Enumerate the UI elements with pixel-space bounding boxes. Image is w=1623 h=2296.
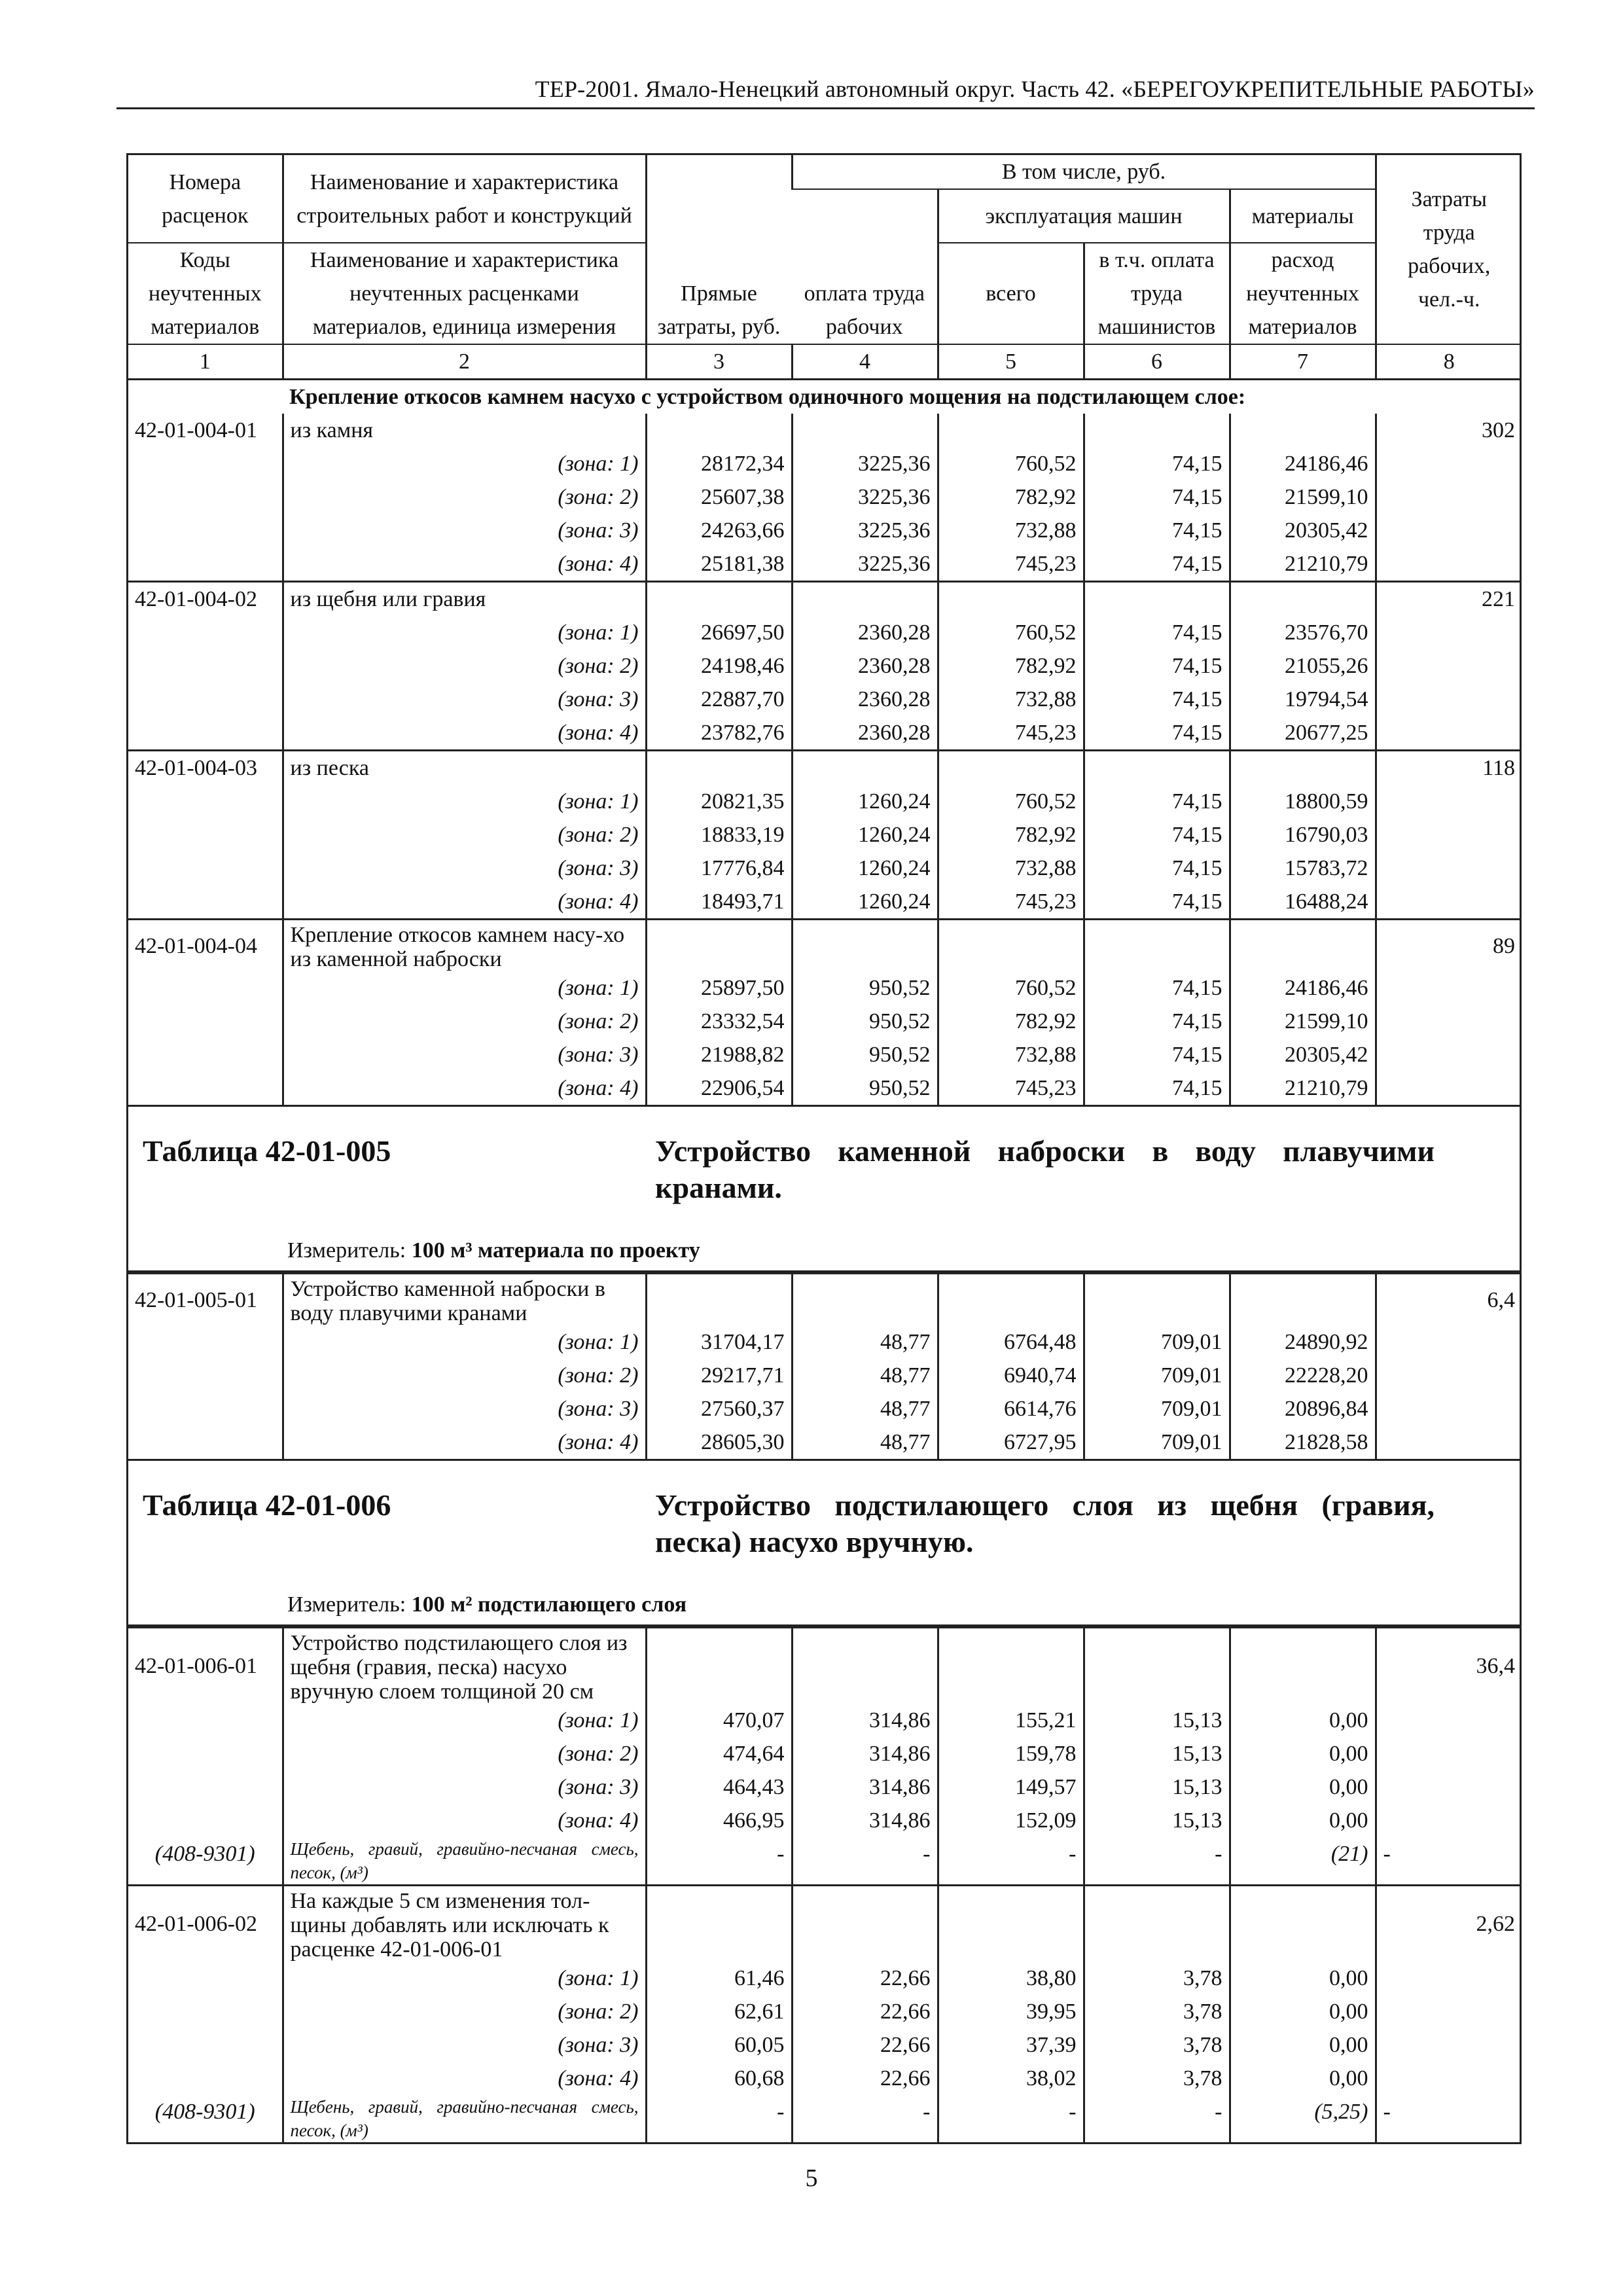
zone-label: (зона: 1) xyxy=(283,616,646,649)
zone-row xyxy=(128,1995,1522,2028)
zone-value: 152,09 xyxy=(938,1804,1084,1837)
zone-value: 3225,36 xyxy=(792,447,938,480)
zone-label: (зона: 1) xyxy=(283,1704,646,1737)
zone-value: 21599,10 xyxy=(1230,480,1376,514)
zone-value: 159,78 xyxy=(938,1737,1084,1770)
rate-code: 42-01-004-03 xyxy=(128,751,283,785)
zone-value: 760,52 xyxy=(938,447,1084,480)
zone-row xyxy=(128,1704,1522,1737)
zone-value: 6940,74 xyxy=(938,1359,1084,1392)
zone-value: 314,86 xyxy=(792,1804,938,1837)
zone-value: 74,15 xyxy=(1084,514,1230,547)
zone-value: 782,92 xyxy=(938,1005,1084,1038)
zone-label: (зона: 2) xyxy=(283,649,646,683)
rate-name: Устройство подстилающего слоя из щебня (гравия, песка) насухо вручную слоем толщиной 20 см xyxy=(283,1628,646,1704)
zone-value: 74,15 xyxy=(1084,547,1230,582)
rates-table xyxy=(128,1626,1522,2142)
zone-value: 74,15 xyxy=(1084,785,1230,818)
zone-value: 745,23 xyxy=(938,716,1084,751)
rate-code: 42-01-006-02 xyxy=(128,1886,283,1962)
rate-name: из камня xyxy=(283,414,646,447)
rate-name: из песка xyxy=(283,751,646,785)
zone-value: 0,00 xyxy=(1230,1704,1376,1737)
zone-label: (зона: 3) xyxy=(283,514,646,547)
col-number: 6 xyxy=(1084,344,1230,380)
zone-label: (зона: 4) xyxy=(283,2062,646,2095)
labor-cost: 6,4 xyxy=(1376,1274,1522,1326)
zone-value: 314,86 xyxy=(792,1737,938,1770)
rate-name: из щебня или гравия xyxy=(283,582,646,617)
zone-value: 22,66 xyxy=(792,1962,938,1995)
rate-row xyxy=(128,751,1522,785)
zone-value: 74,15 xyxy=(1084,818,1230,852)
zone-value: 38,02 xyxy=(938,2062,1084,2095)
zone-row xyxy=(128,852,1522,885)
zone-value: 0,00 xyxy=(1230,1770,1376,1804)
table-title: Устройство каменной наброски в воду плавучими кранами. xyxy=(655,1134,1435,1204)
zone-value: 74,15 xyxy=(1084,1005,1230,1038)
zone-row xyxy=(128,1005,1522,1038)
rate-name: На каждые 5 см изменения тол-щины добавлять или исключать к расценке 42-01-006-01 xyxy=(283,1886,646,1962)
zone-value: 74,15 xyxy=(1084,1071,1230,1105)
zone-value: 732,88 xyxy=(938,1038,1084,1071)
rate-row xyxy=(128,582,1522,617)
zone-label: (зона: 3) xyxy=(283,1770,646,1804)
zone-value: 29217,71 xyxy=(646,1359,792,1392)
material-code: (408-9301) xyxy=(154,1842,255,1866)
zone-value: 27560,37 xyxy=(646,1392,792,1426)
table-title: Устройство подстилающего слоя из щебня (гравия, песка) насухо вручную. xyxy=(655,1488,1435,1558)
zone-value: 15,13 xyxy=(1084,1704,1230,1737)
material-value: - xyxy=(1084,2095,1230,2142)
zone-value: 2360,28 xyxy=(792,616,938,649)
zone-row xyxy=(128,547,1522,582)
rates-table xyxy=(128,414,1522,1105)
zone-value: 15,13 xyxy=(1084,1804,1230,1837)
zone-value: 21828,58 xyxy=(1230,1426,1376,1459)
zone-label: (зона: 2) xyxy=(283,818,646,852)
zone-value: 950,52 xyxy=(792,971,938,1005)
zone-value: 31704,17 xyxy=(646,1325,792,1359)
zone-value: 0,00 xyxy=(1230,1995,1376,2028)
zone-label: (зона: 4) xyxy=(283,716,646,751)
col-number: 7 xyxy=(1230,344,1376,380)
zone-value: 2360,28 xyxy=(792,716,938,751)
zone-value: 1260,24 xyxy=(792,885,938,920)
col-head-machines: эксплуатация машин xyxy=(938,189,1230,243)
zone-value: 16790,03 xyxy=(1230,818,1376,852)
material-value: - xyxy=(1376,1837,1522,1886)
zone-value: 74,15 xyxy=(1084,971,1230,1005)
material-value: - xyxy=(646,2095,792,2142)
labor-cost: 89 xyxy=(1376,920,1522,972)
zone-value: 0,00 xyxy=(1230,2028,1376,2062)
zone-value: 25897,50 xyxy=(646,971,792,1005)
zone-value: 37,39 xyxy=(938,2028,1084,2062)
zone-value: 1260,24 xyxy=(792,852,938,885)
zone-label: (зона: 4) xyxy=(283,885,646,920)
zone-value: 24198,46 xyxy=(646,649,792,683)
zone-value: 2360,28 xyxy=(792,649,938,683)
labor-cost: 2,62 xyxy=(1376,1886,1522,1962)
zone-value: 17776,84 xyxy=(646,852,792,885)
zone-value: 61,46 xyxy=(646,1962,792,1995)
rate-row xyxy=(128,1274,1522,1326)
zone-row xyxy=(128,818,1522,852)
material-value: - xyxy=(1084,1837,1230,1886)
zone-row xyxy=(128,1392,1522,1426)
col-number: 2 xyxy=(283,344,646,380)
zone-value: 0,00 xyxy=(1230,1804,1376,1837)
rate-code: 42-01-004-04 xyxy=(128,920,283,972)
zone-label: (зона: 3) xyxy=(283,1392,646,1426)
zone-value: 20896,84 xyxy=(1230,1392,1376,1426)
col-number: 8 xyxy=(1376,344,1522,380)
zone-row xyxy=(128,1359,1522,1392)
labor-cost: 302 xyxy=(1376,414,1522,447)
zone-value: 20677,25 xyxy=(1230,716,1376,751)
zone-value: 155,21 xyxy=(938,1704,1084,1737)
material-name: Щебень, гравий, гравийно-песчаная смесь, песок, (м³) xyxy=(283,2095,646,2142)
measure-prefix: Измеритель: xyxy=(287,1238,406,1263)
zone-value: 15783,72 xyxy=(1230,852,1376,885)
zone-value: 15,13 xyxy=(1084,1770,1230,1804)
rates-table-header xyxy=(128,155,1522,414)
zone-value: 3,78 xyxy=(1084,1995,1230,2028)
zone-row xyxy=(128,616,1522,649)
zone-value: 3225,36 xyxy=(792,480,938,514)
zone-value: 48,77 xyxy=(792,1392,938,1426)
rates-table xyxy=(128,1272,1522,1459)
zone-value: 3,78 xyxy=(1084,2028,1230,2062)
zone-value: 74,15 xyxy=(1084,1038,1230,1071)
zone-value: 950,52 xyxy=(792,1071,938,1105)
material-value: (5,25) xyxy=(1230,2095,1376,2142)
zone-value: 22,66 xyxy=(792,2028,938,2062)
zone-value: 3,78 xyxy=(1084,1962,1230,1995)
zone-value: 20305,42 xyxy=(1230,1038,1376,1071)
zone-label: (зона: 2) xyxy=(283,480,646,514)
running-header: ТЕР-2001. Ямало-Ненецкий автономный округ. Часть 42. «БЕРЕГОУКРЕПИТЕЛЬНЫЕ РАБОТЫ» xyxy=(116,73,1535,109)
zone-row xyxy=(128,514,1522,547)
zone-label: (зона: 1) xyxy=(283,1325,646,1359)
zone-value: 2360,28 xyxy=(792,683,938,716)
zone-row xyxy=(128,1325,1522,1359)
col-head-work-name: Наименование и характеристика строительных работ и конструкций xyxy=(283,155,646,243)
col-head-material-names: Наименование и характеристика неучтенных расценками материалов, единица измерения xyxy=(283,243,646,344)
rate-row xyxy=(128,1886,1522,1962)
zone-row xyxy=(128,1770,1522,1804)
zone-value: 62,61 xyxy=(646,1995,792,2028)
labor-cost: 36,4 xyxy=(1376,1628,1522,1704)
zone-value: 60,05 xyxy=(646,2028,792,2062)
zone-row xyxy=(128,716,1522,751)
zone-value: 74,15 xyxy=(1084,480,1230,514)
rate-name: Крепление откосов камнем насу-хо из каменной наброски xyxy=(283,920,646,972)
zone-value: 3,78 xyxy=(1084,2062,1230,2095)
zone-value: 21210,79 xyxy=(1230,547,1376,582)
zone-value: 1260,24 xyxy=(792,818,938,852)
col-head-labor-costs: Затраты труда рабочих, чел.-ч. xyxy=(1376,155,1522,344)
material-value: - xyxy=(938,2095,1084,2142)
material-value: - xyxy=(792,1837,938,1886)
section-title: Крепление откосов камнем насухо с устройством одиночного мощения на подстилающем слое: xyxy=(289,385,1246,409)
zone-value: 22228,20 xyxy=(1230,1359,1376,1392)
zone-value: 709,01 xyxy=(1084,1392,1230,1426)
col-head-worker-pay: оплата труда рабочих xyxy=(792,189,938,344)
material-value: - xyxy=(792,2095,938,2142)
zone-value: 314,86 xyxy=(792,1704,938,1737)
zone-label: (зона: 2) xyxy=(283,1995,646,2028)
zone-value: 0,00 xyxy=(1230,1737,1376,1770)
rate-code: 42-01-004-02 xyxy=(128,582,283,617)
material-row xyxy=(128,1837,1522,1886)
col-head-group: В том числе, руб. xyxy=(792,155,1376,189)
zone-row xyxy=(128,683,1522,716)
zone-label: (зона: 3) xyxy=(283,683,646,716)
zone-value: 24186,46 xyxy=(1230,447,1376,480)
zone-label: (зона: 1) xyxy=(283,1962,646,1995)
zone-value: 0,00 xyxy=(1230,2062,1376,2095)
zone-value: 74,15 xyxy=(1084,683,1230,716)
rate-code: 42-01-006-01 xyxy=(128,1628,283,1704)
material-value: (21) xyxy=(1230,1837,1376,1886)
zone-row xyxy=(128,2028,1522,2062)
zone-value: 782,92 xyxy=(938,649,1084,683)
col-head-machines-total: всего xyxy=(938,243,1084,344)
zone-label: (зона: 4) xyxy=(283,547,646,582)
zone-value: 15,13 xyxy=(1084,1737,1230,1770)
material-value: - xyxy=(1376,2095,1522,2142)
zone-value: 74,15 xyxy=(1084,852,1230,885)
rate-code: 42-01-005-01 xyxy=(128,1274,283,1326)
col-head-direct-costs: Прямые затраты, руб. xyxy=(646,155,792,344)
zone-value: 20821,35 xyxy=(646,785,792,818)
col-head-materials: материалы xyxy=(1230,189,1376,243)
zone-value: 16488,24 xyxy=(1230,885,1376,920)
zone-value: 782,92 xyxy=(938,818,1084,852)
zone-value: 18493,71 xyxy=(646,885,792,920)
zone-value: 28605,30 xyxy=(646,1426,792,1459)
zone-value: 745,23 xyxy=(938,1071,1084,1105)
zone-row xyxy=(128,1038,1522,1071)
zone-row xyxy=(128,649,1522,683)
zone-label: (зона: 1) xyxy=(283,447,646,480)
rate-row xyxy=(128,920,1522,972)
zone-label: (зона: 4) xyxy=(283,1071,646,1105)
zone-row xyxy=(128,1804,1522,1837)
zone-row xyxy=(128,2062,1522,2095)
zone-row xyxy=(128,447,1522,480)
col-head-material-use: расход неучтенных материалов xyxy=(1230,243,1376,344)
rates-body xyxy=(128,414,1520,2142)
zone-row xyxy=(128,1962,1522,1995)
zone-value: 314,86 xyxy=(792,1770,938,1804)
zone-value: 745,23 xyxy=(938,885,1084,920)
zone-row xyxy=(128,1071,1522,1105)
zone-row xyxy=(128,1426,1522,1459)
zone-value: 26697,50 xyxy=(646,616,792,649)
zone-value: 28172,34 xyxy=(646,447,792,480)
zone-value: 19794,54 xyxy=(1230,683,1376,716)
zone-value: 6764,48 xyxy=(938,1325,1084,1359)
zone-value: 464,43 xyxy=(646,1770,792,1804)
zone-value: 22887,70 xyxy=(646,683,792,716)
zone-value: 709,01 xyxy=(1084,1426,1230,1459)
zone-value: 74,15 xyxy=(1084,649,1230,683)
col-number: 1 xyxy=(128,344,283,380)
zone-value: 474,64 xyxy=(646,1737,792,1770)
rate-name: Устройство каменной наброски в воду плавучими кранами xyxy=(283,1274,646,1326)
zone-value: 782,92 xyxy=(938,480,1084,514)
zone-value: 24263,66 xyxy=(646,514,792,547)
rates-sheet xyxy=(126,153,1522,2144)
rate-code: 42-01-004-01 xyxy=(135,418,257,442)
zone-value: 1260,24 xyxy=(792,785,938,818)
zone-row xyxy=(128,971,1522,1005)
zone-value: 18800,59 xyxy=(1230,785,1376,818)
zone-label: (зона: 3) xyxy=(283,1038,646,1071)
zone-label: (зона: 2) xyxy=(283,1359,646,1392)
zone-value: 23332,54 xyxy=(646,1005,792,1038)
zone-value: 6614,76 xyxy=(938,1392,1084,1426)
zone-value: 74,15 xyxy=(1084,447,1230,480)
material-value: - xyxy=(646,1837,792,1886)
zone-value: 21210,79 xyxy=(1230,1071,1376,1105)
col-number: 4 xyxy=(792,344,938,380)
page-number: 5 xyxy=(805,2164,818,2192)
zone-value: 21599,10 xyxy=(1230,1005,1376,1038)
zone-value: 709,01 xyxy=(1084,1325,1230,1359)
zone-value: 25607,38 xyxy=(646,480,792,514)
zone-value: 48,77 xyxy=(792,1325,938,1359)
zone-value: 23576,70 xyxy=(1230,616,1376,649)
zone-value: 709,01 xyxy=(1084,1359,1230,1392)
zone-value: 950,52 xyxy=(792,1038,938,1071)
material-name: Щебень, гравий, гравийно-песчаная смесь, песок, (м³) xyxy=(283,1837,646,1886)
zone-value: 760,52 xyxy=(938,971,1084,1005)
zone-value: 0,00 xyxy=(1230,1962,1376,1995)
zone-value: 22,66 xyxy=(792,2062,938,2095)
zone-value: 24890,92 xyxy=(1230,1325,1376,1359)
zone-row xyxy=(128,885,1522,920)
material-code: (408-9301) xyxy=(154,2100,255,2124)
table-number: Таблица 42-01-006 xyxy=(143,1488,391,1522)
zone-value: 3225,36 xyxy=(792,547,938,582)
zone-value: 745,23 xyxy=(938,547,1084,582)
zone-value: 466,95 xyxy=(646,1804,792,1837)
zone-value: 74,15 xyxy=(1084,616,1230,649)
zone-value: 149,57 xyxy=(938,1770,1084,1804)
rate-row xyxy=(128,1628,1522,1704)
zone-value: 3225,36 xyxy=(792,514,938,547)
measure-unit xyxy=(287,1236,700,1265)
material-value: - xyxy=(938,1837,1084,1886)
zone-value: 24186,46 xyxy=(1230,971,1376,1005)
measure-value: 100 м² подстилающего слоя xyxy=(411,1592,687,1617)
zone-value: 22906,54 xyxy=(646,1071,792,1105)
zone-row xyxy=(128,480,1522,514)
col-number: 3 xyxy=(646,344,792,380)
zone-value: 38,80 xyxy=(938,1962,1084,1995)
zone-label: (зона: 1) xyxy=(283,971,646,1005)
col-head-material-codes: Коды неучтенных материалов xyxy=(128,243,283,344)
zone-value: 74,15 xyxy=(1084,885,1230,920)
zone-label: (зона: 4) xyxy=(283,1804,646,1837)
zone-label: (зона: 1) xyxy=(283,785,646,818)
zone-label: (зона: 2) xyxy=(283,1005,646,1038)
zone-value: 470,07 xyxy=(646,1704,792,1737)
zone-label: (зона: 4) xyxy=(283,1426,646,1459)
zone-value: 74,15 xyxy=(1084,716,1230,751)
zone-value: 950,52 xyxy=(792,1005,938,1038)
zone-value: 760,52 xyxy=(938,785,1084,818)
zone-label: (зона: 2) xyxy=(283,1737,646,1770)
measure-prefix: Измеритель: xyxy=(287,1592,406,1617)
zone-row xyxy=(128,1737,1522,1770)
zone-value: 39,95 xyxy=(938,1995,1084,2028)
zone-value: 732,88 xyxy=(938,514,1084,547)
labor-cost: 118 xyxy=(1376,751,1522,785)
zone-value: 48,77 xyxy=(792,1359,938,1392)
zone-value: 18833,19 xyxy=(646,818,792,852)
material-row xyxy=(128,2095,1522,2142)
rate-row xyxy=(128,414,1522,447)
zone-value: 21055,26 xyxy=(1230,649,1376,683)
table-title-block xyxy=(128,1459,1520,1626)
measure-unit xyxy=(287,1590,687,1619)
col-number: 5 xyxy=(938,344,1084,380)
zone-value: 21988,82 xyxy=(646,1038,792,1071)
labor-cost: 221 xyxy=(1376,582,1522,617)
zone-value: 760,52 xyxy=(938,616,1084,649)
zone-label: (зона: 3) xyxy=(283,852,646,885)
col-head-operator-pay: в т.ч. оплата труда машинистов xyxy=(1084,243,1230,344)
zone-value: 732,88 xyxy=(938,852,1084,885)
zone-value: 6727,95 xyxy=(938,1426,1084,1459)
zone-label: (зона: 3) xyxy=(283,2028,646,2062)
measure-value: 100 м³ материала по проекту xyxy=(411,1238,700,1263)
table-title-block xyxy=(128,1105,1520,1272)
zone-value: 60,68 xyxy=(646,2062,792,2095)
zone-value: 20305,42 xyxy=(1230,514,1376,547)
zone-row xyxy=(128,785,1522,818)
col-head-rate-numbers: Номера расценок xyxy=(128,155,283,243)
zone-value: 732,88 xyxy=(938,683,1084,716)
zone-value: 25181,38 xyxy=(646,547,792,582)
zone-value: 22,66 xyxy=(792,1995,938,2028)
table-number: Таблица 42-01-005 xyxy=(143,1134,391,1168)
zone-value: 48,77 xyxy=(792,1426,938,1459)
zone-value: 23782,76 xyxy=(646,716,792,751)
